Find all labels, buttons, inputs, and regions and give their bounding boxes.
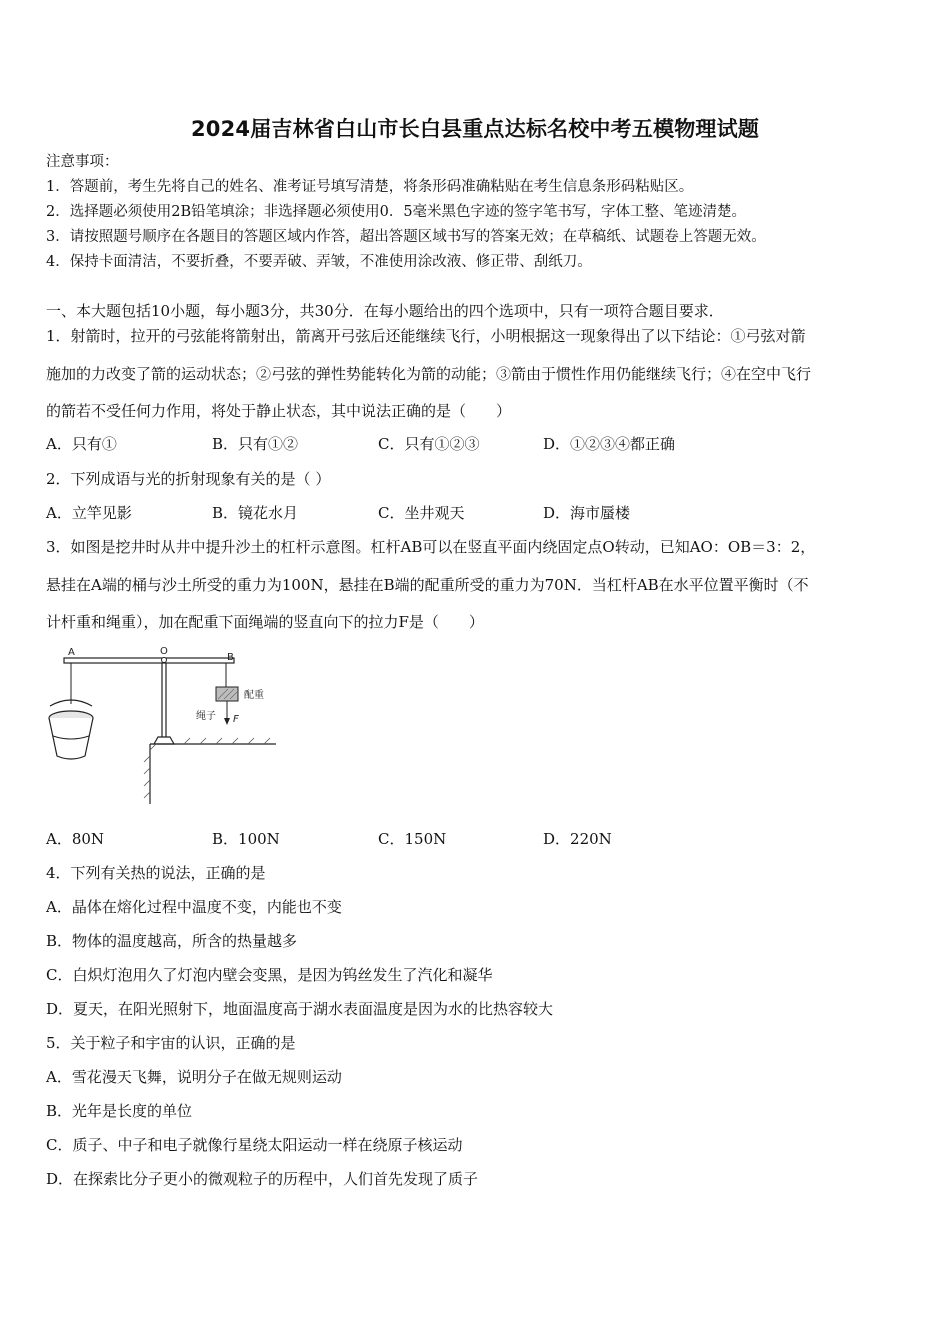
question-2-option-c: C．坐井观天 (378, 504, 465, 522)
question-4-option-a: A．晶体在熔化过程中温度不变，内能也不变 (46, 898, 342, 916)
question-4-option-d: D．夏天，在阳光照射下，地面温度高于湖水表面温度是因为水的比热容较大 (46, 1000, 554, 1018)
notice-item: 2．选择题必须使用2B铅笔填涂；非选择题必须使用0．5毫米黑色字迹的签字笔书写，字体工整、笔迹清楚。 (46, 204, 747, 220)
question-1-option-a: A．只有① (46, 435, 117, 453)
question-1-option-b: B．只有①② (212, 435, 299, 453)
question-5-option-d: D．在探索比分子更小的微观粒子的历程中，人们首先发现了质子 (46, 1170, 479, 1188)
post-base (154, 737, 174, 744)
notice-item: 4．保持卡面清洁，不要折叠，不要弄破、弄皱，不准使用涂改液、修正带、刮纸刀。 (46, 254, 592, 270)
question-4-option-b: B．物体的温度越高，所含的热量越多 (46, 932, 298, 950)
notice-item: 3．请按照题号顺序在各题目的答题区域内作答，超出答题区域书写的答案无效；在草稿纸、试题卷上答题无效。 (46, 229, 766, 245)
question-3-option-d: D．220N (543, 830, 612, 848)
ground-hatching (144, 738, 270, 798)
question-3-option-b: B．100N (212, 830, 280, 848)
label-rope: 绳子 (196, 711, 216, 722)
page-title: 2024届吉林省白山市长白县重点达标名校中考五模物理试题 (190, 117, 760, 141)
question-5-stem: 5．关于粒子和宇宙的认识，正确的是 (46, 1034, 296, 1052)
label-a: A (68, 647, 75, 658)
question-5-option-a: A．雪花漫天飞舞，说明分子在做无规则运动 (46, 1068, 342, 1086)
question-2-option-b: B．镜花水月 (212, 504, 299, 522)
section-heading: 一、本大题包括10小题，每小题3分，共30分．在每小题给出的四个选项中，只有一项符合题目要求． (46, 302, 724, 320)
label-counterweight: 配重 (244, 690, 264, 701)
pivot-point (162, 658, 167, 663)
question-2-option-d: D．海市蜃楼 (543, 504, 631, 522)
question-1-line: 施加的力改变了箭的运动状态；②弓弦的弹性势能转化为箭的动能；③箭由于惯性作用仍能继续飞行；④在空中飞行 (46, 365, 812, 383)
question-3-option-a: A．80N (46, 830, 105, 848)
notice-item: 1．答题前，考生先将自己的姓名、准考证号填写清楚，将条形码准确粘贴在考生信息条形码粘贴区。 (46, 179, 694, 195)
question-5-option-b: B．光年是长度的单位 (46, 1102, 193, 1120)
question-5-option-c: C．质子、中子和电子就像行星绕太阳运动一样在绕原子核运动 (46, 1136, 463, 1154)
question-4-option-c: C．白炽灯泡用久了灯泡内壁会变黑，是因为钨丝发生了汽化和凝华 (46, 966, 493, 984)
lever-bar (64, 658, 234, 663)
question-3-line: 悬挂在A端的桶与沙土所受的重力为100N，悬挂在B端的配重所受的重力为70N．当杠杆AB在水平位置平衡时（不 (46, 576, 809, 594)
question-3-line: 3．如图是挖井时从井中提升沙土的杠杆示意图。杠杆AB可以在竖直平面内绕固定点O转动，已知AO：OB＝3：2， (46, 538, 816, 556)
question-1-option-d: D．①②③④都正确 (543, 435, 676, 453)
question-1-option-c: C．只有①②③ (378, 435, 480, 453)
question-3-line: 计杆重和绳重），加在配重下面绳端的竖直向下的拉力F是（ ） (46, 613, 484, 631)
notice-heading: 注意事项： (46, 154, 119, 170)
force-arrow (224, 718, 230, 725)
question-1-line: 的箭若不受任何力作用，将处于静止状态，其中说法正确的是（ ） (46, 402, 512, 420)
label-f: F (233, 714, 239, 725)
question-2-option-a: A．立竿见影 (46, 504, 132, 522)
question-2-stem: 2．下列成语与光的折射现象有关的是（ ） (46, 470, 331, 488)
label-o: O (160, 646, 168, 657)
label-b: B (227, 652, 234, 663)
question-3-option-c: C．150N (378, 830, 447, 848)
question-4-stem: 4．下列有关热的说法，正确的是 (46, 864, 266, 882)
lever-diagram (44, 644, 284, 810)
question-1-line: 1．射箭时，拉开的弓弦能将箭射出，箭离开弓弦后还能继续飞行，小明根据这一现象得出了以下结论：①弓弦对箭 (46, 327, 806, 345)
